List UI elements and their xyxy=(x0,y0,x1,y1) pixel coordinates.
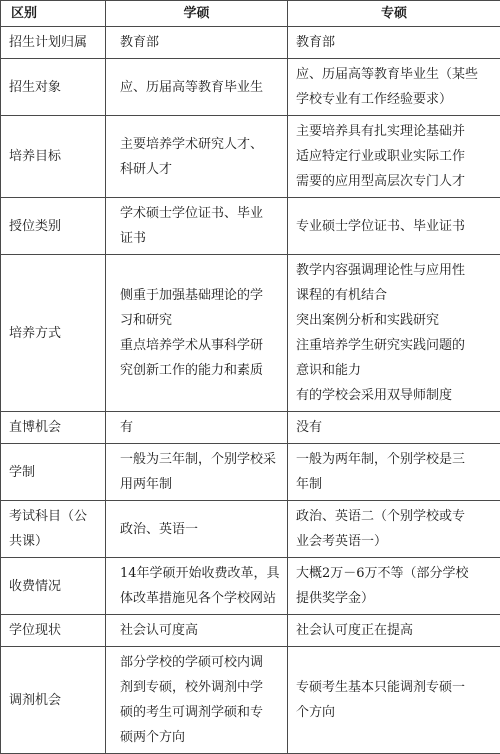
cell-line: 社会认可度正在提高 xyxy=(296,618,494,643)
cell-line: 政治、英语二（个别学校或专 xyxy=(296,504,494,529)
cell-line: 主要培养具有扎实理论基础并 xyxy=(296,119,494,144)
cell-line: 硕的考生可调剂学硕和专 xyxy=(120,700,281,725)
academic-cell xyxy=(106,444,288,501)
cell-line: 注重培养学生研究实践问题的 xyxy=(296,333,494,358)
academic-cell xyxy=(106,558,288,615)
cell-line: 专硕考生基本只能调剂专硕一 xyxy=(296,675,494,700)
professional-cell xyxy=(288,558,500,615)
row-label: 学制 xyxy=(1,444,106,501)
academic-cell xyxy=(106,27,288,59)
cell-line: 习和研究 xyxy=(120,308,281,333)
table-row xyxy=(1,444,500,501)
cell-line: 体改革措施见各个学校网站 xyxy=(120,586,281,611)
row-label: 调剂机会 xyxy=(1,647,106,754)
table-row xyxy=(1,255,500,412)
cell-line: 有 xyxy=(120,415,281,440)
cell-line: 应、历届高等教育毕业生（某些 xyxy=(296,62,494,87)
professional-cell xyxy=(288,615,500,647)
table-row xyxy=(1,501,500,558)
cell-line: 证书 xyxy=(120,226,281,251)
cell-line: 需要的应用型高层次专门人才 xyxy=(296,169,494,194)
academic-cell xyxy=(106,501,288,558)
table-row xyxy=(1,647,500,754)
professional-cell xyxy=(288,412,500,444)
professional-cell xyxy=(288,444,500,501)
cell-line: 一般为三年制，个别学校采 xyxy=(120,447,281,472)
cell-line: 没有 xyxy=(296,415,494,440)
cell-line: 突出案例分析和实践研究 xyxy=(296,308,494,333)
row-label: 考试科目（公共课） xyxy=(1,501,106,558)
header-professional-master: 专硕 xyxy=(288,1,500,27)
table-row xyxy=(1,116,500,198)
academic-cell xyxy=(106,412,288,444)
academic-cell xyxy=(106,198,288,255)
cell-line: 究创新工作的能力和素质 xyxy=(120,358,281,383)
header-row xyxy=(1,1,500,27)
academic-cell xyxy=(106,59,288,116)
table-row xyxy=(1,412,500,444)
cell-line: 学校专业有工作经验要求） xyxy=(296,87,494,112)
cell-line: 学术硕士学位证书、毕业 xyxy=(120,201,281,226)
professional-cell xyxy=(288,501,500,558)
cell-line: 教育部 xyxy=(296,30,494,55)
cell-line: 教育部 xyxy=(120,30,281,55)
cell-line: 专业硕士学位证书、毕业证书 xyxy=(296,214,494,239)
cell-line: 提供奖学金） xyxy=(296,586,494,611)
cell-line: 14年学硕开始收费改革，具 xyxy=(120,561,281,586)
cell-line: 硕两个方向 xyxy=(120,725,281,750)
cell-line: 业会考英语一） xyxy=(296,529,494,554)
cell-line: 意识和能力 xyxy=(296,358,494,383)
header-academic-master: 学硕 xyxy=(106,1,288,27)
professional-cell xyxy=(288,59,500,116)
cell-line: 有的学校会采用双导师制度 xyxy=(296,383,494,408)
professional-cell xyxy=(288,116,500,198)
professional-cell xyxy=(288,27,500,59)
cell-line: 年制 xyxy=(296,472,494,497)
cell-line: 科研人才 xyxy=(120,157,281,182)
cell-line: 部分学校的学硕可校内调 xyxy=(120,650,281,675)
row-label: 招生计划归属 xyxy=(1,27,106,59)
professional-cell xyxy=(288,198,500,255)
cell-line: 个方向 xyxy=(296,700,494,725)
table-row xyxy=(1,615,500,647)
row-label: 培养目标 xyxy=(1,116,106,198)
row-label: 招生对象 xyxy=(1,59,106,116)
academic-cell xyxy=(106,615,288,647)
cell-line: 用两年制 xyxy=(120,472,281,497)
row-label: 学位现状 xyxy=(1,615,106,647)
table-row xyxy=(1,27,500,59)
table-row xyxy=(1,558,500,615)
professional-cell xyxy=(288,647,500,754)
cell-line: 主要培养学术研究人才、 xyxy=(120,132,281,157)
academic-cell xyxy=(106,647,288,754)
row-label: 授位类别 xyxy=(1,198,106,255)
academic-cell xyxy=(106,116,288,198)
cell-line: 一般为两年制，个别学校是三 xyxy=(296,447,494,472)
table-row xyxy=(1,198,500,255)
cell-line: 剂到专硕，校外调剂中学 xyxy=(120,675,281,700)
cell-line: 侧重于加强基础理论的学 xyxy=(120,283,281,308)
cell-line: 政治、英语一 xyxy=(120,517,281,542)
cell-line: 课程的有机结合 xyxy=(296,283,494,308)
cell-line: 适应特定行业或职业实际工作 xyxy=(296,144,494,169)
cell-line: 教学内容强调理论性与应用性 xyxy=(296,258,494,283)
row-label: 培养方式 xyxy=(1,255,106,412)
table-row xyxy=(1,59,500,116)
cell-line: 大概2万－6万不等（部分学校 xyxy=(296,561,494,586)
cell-line: 社会认可度高 xyxy=(120,618,281,643)
row-label: 收费情况 xyxy=(1,558,106,615)
cell-line: 重点培养学术从事科学研 xyxy=(120,333,281,358)
header-difference: 区别 xyxy=(1,1,106,27)
academic-cell xyxy=(106,255,288,412)
row-label: 直博机会 xyxy=(1,412,106,444)
professional-cell xyxy=(288,255,500,412)
cell-line: 应、历届高等教育毕业生 xyxy=(120,75,281,100)
